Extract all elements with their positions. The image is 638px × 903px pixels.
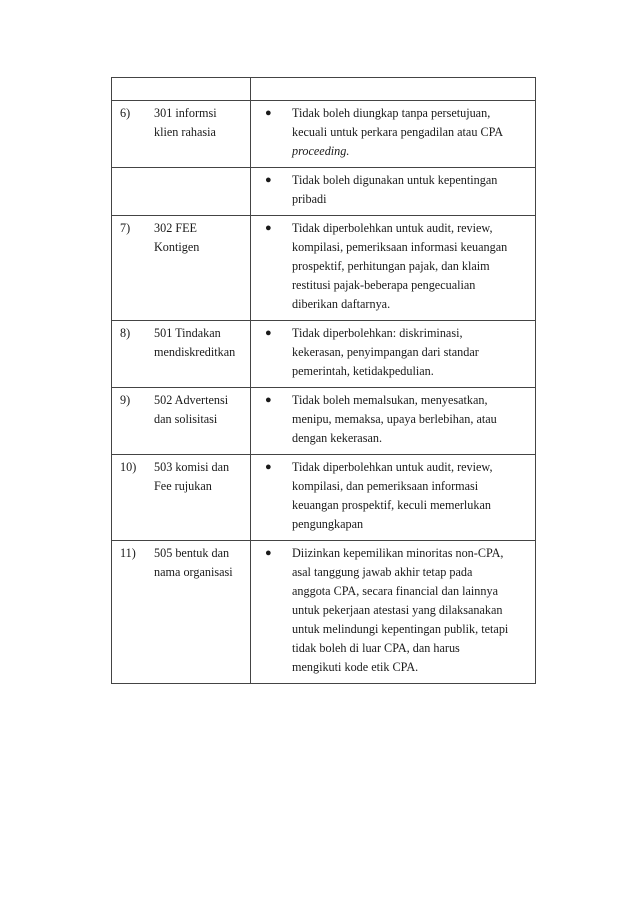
- description-cell: [251, 216, 536, 321]
- description-cell: [251, 388, 536, 455]
- table-row: [112, 455, 536, 541]
- bullet-icon: ●: [265, 394, 272, 406]
- rule-number: 6): [120, 106, 131, 120]
- bullet-icon: ●: [265, 174, 272, 186]
- bullet-item: ● Diizinkan kepemilikan minoritas non-CPA, asal tanggung jawab akhir tetap pada anggota CPA, secara financial dan lainnya untuk pekerjaan atestasi yang dilaksanakan untuk melindungi kepentingan publik, tetapi tidak boleh di luar CPA, dan harus mengikuti kode etik CPA.: [265, 544, 531, 677]
- rule-number: 10): [120, 460, 137, 474]
- table-row: [112, 321, 536, 388]
- rule-title: 505 bentuk dan nama organisasi: [154, 546, 233, 579]
- bullet-item: ● Tidak diperbolehkan untuk audit, review, kompilasi, pemeriksaan informasi keuangan prospektif, perhitungan pajak, dan klaim restitusi pajak-beberapa pengecualian diberikan daftarnya.: [265, 219, 531, 314]
- rule-cell: [112, 216, 251, 321]
- bullet-item: ● Tidak diperbolehkan untuk audit, review, kompilasi, dan pemeriksaan informasi keuangan prospektif, keculi memerlukan pengungkapan: [265, 458, 531, 534]
- table-row: [112, 216, 536, 321]
- bullet-icon: ●: [265, 327, 272, 339]
- empty-cell: [251, 78, 536, 101]
- rule-title: 503 komisi dan Fee rujukan: [154, 460, 230, 493]
- rule-title: 502 Advertensi dan solisitasi: [154, 393, 229, 426]
- rule-title: 302 FEE Kontigen: [154, 221, 200, 254]
- description-cell: [251, 321, 536, 388]
- bullet-icon: ●: [265, 107, 272, 119]
- bullet-icon: ●: [265, 222, 272, 234]
- rule-title: 501 Tindakan mendiskreditkan: [154, 326, 236, 359]
- rule-title: 301 informsi klien rahasia: [154, 106, 217, 139]
- rule-number: 9): [120, 393, 131, 407]
- bullet-icon: ●: [265, 461, 272, 473]
- rule-number: 7): [120, 221, 131, 235]
- header-row: [112, 78, 536, 101]
- table-row: [112, 388, 536, 455]
- rule-number: 8): [120, 326, 131, 340]
- description-cell: [251, 455, 536, 541]
- bullet-item: ● Tidak boleh digunakan untuk kepentingan pribadi: [265, 171, 531, 209]
- rule-cell: [112, 168, 251, 216]
- description-cell: [251, 541, 536, 684]
- rule-number: 11): [120, 546, 136, 560]
- description-cell: [251, 168, 536, 216]
- rule-cell: [112, 321, 251, 388]
- bullet-item: ● Tidak boleh diungkap tanpa persetujuan, kecuali untuk perkara pengadilan atau CPA proceeding.: [265, 104, 531, 161]
- table-row: [112, 541, 536, 684]
- rules-table: [111, 77, 536, 684]
- rule-cell: [112, 541, 251, 684]
- description-cell: [251, 101, 536, 168]
- table-row: [112, 101, 536, 168]
- empty-cell: [112, 78, 251, 101]
- bullet-item: ● Tidak boleh memalsukan, menyesatkan, menipu, memaksa, upaya berlebihan, atau dengan kekerasan.: [265, 391, 531, 448]
- bullet-icon: ●: [265, 547, 272, 559]
- table-row: [112, 168, 536, 216]
- bullet-item: ● Tidak diperbolehkan: diskriminasi, kekerasan, penyimpangan dari standar pemerintah, ketidakpedulian.: [265, 324, 531, 381]
- rule-cell: [112, 388, 251, 455]
- rule-cell: [112, 455, 251, 541]
- rule-cell: [112, 101, 251, 168]
